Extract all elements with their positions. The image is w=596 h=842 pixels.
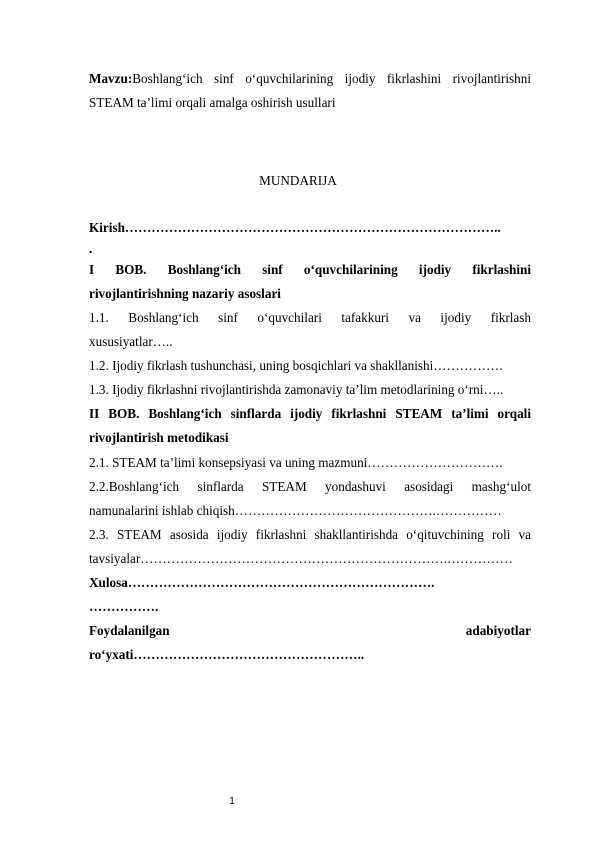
toc-title: MUNDARIJA [259, 173, 337, 188]
topic-line-1 [89, 71, 531, 87]
toc-references-left: Foydalanilgan [89, 623, 170, 638]
toc-chapter-2-line-2: rivojlantirish metodikasi [89, 430, 229, 445]
toc-section-1-3: 1.3. Ijodiy fikrlashni rivojlantirishda zamonaviy ta’lim metodlarining o‘rni….. [89, 382, 504, 397]
toc-conclusion-line-2: ……………. [89, 599, 159, 614]
toc-section-1-1-line-1: 1.1. Boshlang‘ich sinf o‘quvchilari tafakkuri va ijodiy fikrlash [89, 310, 531, 325]
toc-references-right: adabiyotlar [465, 623, 531, 638]
toc-references-line-2: ro‘yxati…………………………………………….. [89, 647, 365, 662]
topic-line-2: STEAM ta’limi orqali amalga oshirish usullari [89, 95, 336, 110]
toc-chapter-1-line-2: rivojlantirishning nazariy asoslari [89, 286, 281, 301]
toc-chapter-1-line-1: I BOB. Boshlang‘ich sinf o‘quvchilarining ijodiy fikrlashini [89, 262, 531, 277]
toc-references-line-1 [89, 623, 531, 639]
toc-section-2-3-line-2: tavsiyalar…………………………………………………………….…………… [89, 551, 513, 566]
topic-text-1: Boshlang‘ich sinf o‘quvchilarining ijodiy fikrlashini rivojlantirishni [132, 71, 531, 86]
toc-section-1-2: 1.2. Ijodiy fikrlash tushunchasi, uning bosqichlari va shakllanishi……………. [89, 358, 503, 373]
toc-section-2-1: 2.1. STEAM ta’limi konsepsiyasi va uning mazmuni…………………………. [89, 455, 503, 470]
toc-intro-line-2: . [89, 241, 93, 256]
toc-section-2-2-line-2: namunalarini ishlab chiqish……………………………………….…………… [89, 503, 502, 518]
toc-chapter-2-line-1: II BOB. Boshlang‘ich sinflarda ijodiy fikrlashni STEAM ta’limi orqali [89, 406, 531, 421]
page-number: 1 [229, 796, 235, 807]
toc-conclusion-line-1: Xulosa……………………………………………………………. [89, 575, 435, 590]
toc-section-1-1-line-2: xususiyatlar….. [89, 334, 173, 349]
toc-intro-line-1: Kirish………………………………………………………………………….. [89, 220, 501, 235]
toc-section-2-2-line-1: 2.2.Boshlang‘ich sinflarda STEAM yondashuvi asosidagi mashg‘ulot [89, 479, 531, 494]
topic-label: Mavzu: [89, 71, 133, 86]
toc-section-2-3-line-1: 2.3. STEAM asosida ijodiy fikrlashni shakllantirishda o‘qituvchining roli va [89, 527, 531, 542]
